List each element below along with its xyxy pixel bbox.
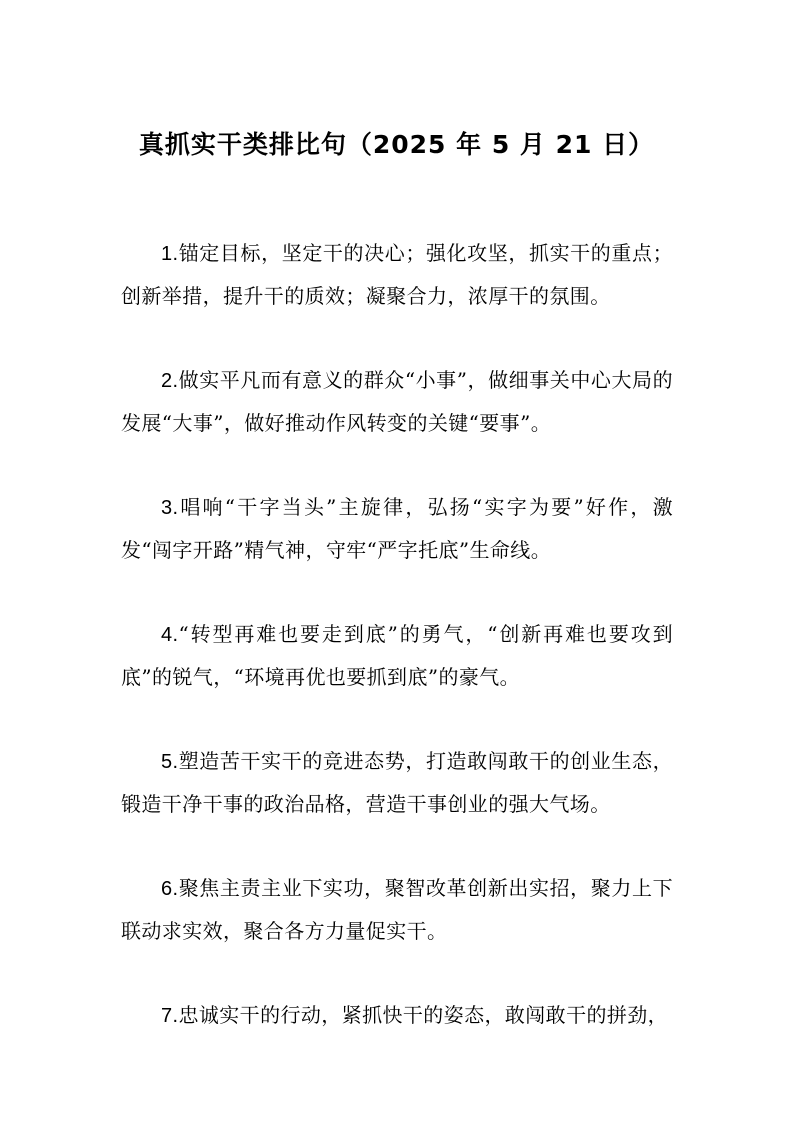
paragraph-4 bbox=[121, 613, 673, 698]
paragraph-5 bbox=[121, 740, 673, 825]
paragraph-text: 锚定目标，坚定干的决心；强化攻坚，抓实干的重点；创新举措，提升干的质效；凝聚合力，浓厚干的氛围。 bbox=[121, 241, 673, 308]
paragraph-1 bbox=[121, 232, 673, 317]
paragraph-text: 聚焦主责主业下实功，聚智改革创新出实招，聚力上下联动求实效，聚合各方力量促实干。 bbox=[121, 876, 673, 943]
paragraph-number: 3. bbox=[161, 497, 179, 519]
paragraph-text: 唱响“干字当头”主旋律，弘扬“实字为要”好作，激发“闯字开路”精气神，守牢“严字托底”生命线。 bbox=[121, 495, 673, 562]
paragraph-number: 5. bbox=[161, 751, 179, 773]
document-title: 真抓实干类排比句（2025 年 5 月 21 日） bbox=[138, 130, 655, 159]
paragraph-number: 1. bbox=[161, 243, 179, 265]
paragraph-number: 7. bbox=[161, 1005, 179, 1027]
paragraph-7 bbox=[121, 994, 673, 1037]
paragraph-number: 4. bbox=[161, 624, 179, 646]
paragraph-text: “转型再难也要走到底”的勇气，“创新再难也要攻到底”的锐气，“环境再优也要抓到底”的豪气。 bbox=[121, 622, 673, 689]
paragraph-number: 6. bbox=[161, 878, 179, 900]
paragraph-2 bbox=[121, 359, 673, 444]
paragraph-text: 忠诚实干的行动，紧抓快干的姿态，敢闯敢干的拼劲， bbox=[178, 1003, 669, 1027]
paragraph-6 bbox=[121, 867, 673, 952]
paragraph-text: 做实平凡而有意义的群众“小事”，做细事关中心大局的发展“大事”，做好推动作风转变的关键“要事”。 bbox=[121, 368, 673, 435]
paragraph-text: 塑造苦干实干的竞进态势，打造敢闯敢干的创业生态，锻造干净干事的政治品格，营造干事创业的强大气场。 bbox=[121, 749, 673, 816]
paragraph-number: 2. bbox=[161, 370, 179, 392]
paragraph-3 bbox=[121, 486, 673, 571]
document-body bbox=[121, 232, 673, 1079]
